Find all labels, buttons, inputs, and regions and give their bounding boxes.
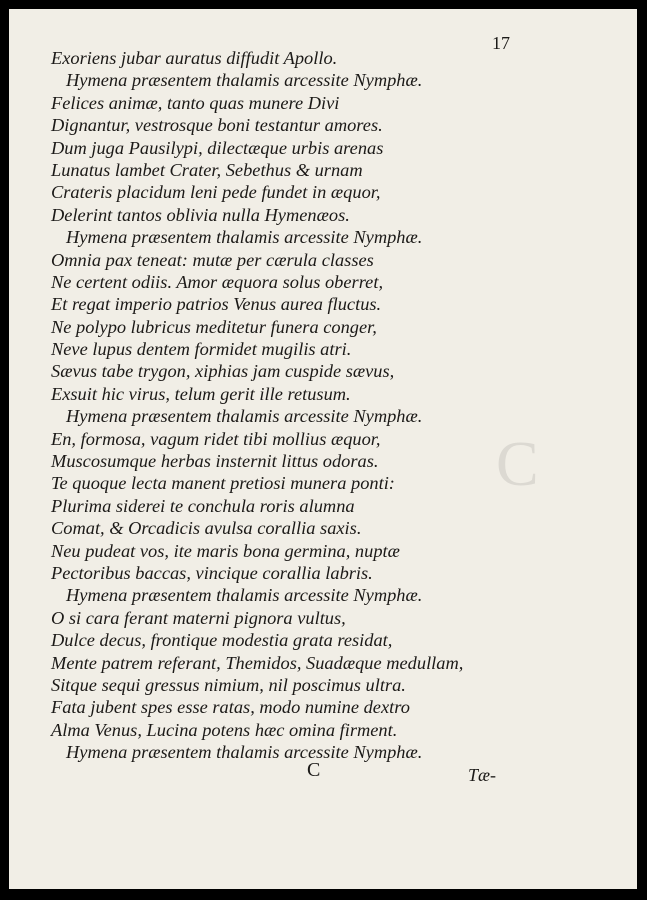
poem-line: Ne certent odiis. Amor æquora solus oberret, (51, 271, 384, 292)
refrain-line: Hymena præsentem thalamis arcessite Nymphæ. (66, 585, 423, 606)
poem-line: Sitque sequi gressus nimium, nil poscimus ultra. (51, 674, 406, 695)
refrain-line: Hymena præsentem thalamis arcessite Nymphæ. (66, 742, 423, 763)
poem-line: Plurima siderei te conchula roris alumna (51, 495, 355, 516)
poem-line: Muscosumque herbas insternit littus odoras. (51, 451, 379, 472)
poem-line: Te quoque lecta manent pretiosi munera ponti: (51, 473, 395, 494)
poem-line: Omnia pax teneat: mutæ per cærula classes (51, 249, 374, 270)
poem-line: Delerint tantos oblivia nulla Hymenæos. (51, 204, 350, 225)
refrain-line: Hymena præsentem thalamis arcessite Nymphæ. (66, 406, 423, 427)
catchword: Tæ- (468, 765, 497, 785)
poem-line: Lunatus lambet Crater, Sebethus & urnam (51, 159, 363, 180)
poem-line: Dum juga Pausilypi, dilectæque urbis arenas (51, 137, 384, 158)
page-number: 17 (492, 33, 510, 53)
poem-line: Sævus tabe trygon, xiphias jam cuspide sævus, (51, 361, 395, 382)
poem-line: Crateris placidum leni pede fundet in æquor, (51, 182, 381, 203)
refrain-line: Hymena præsentem thalamis arcessite Nymphæ. (66, 70, 423, 91)
poem-line: Neu pudeat vos, ite maris bona germina, nuptæ (51, 540, 400, 561)
poem-line: Fata jubent spes esse ratas, modo numine dextro (51, 697, 410, 718)
poem-line: Exsuit hic virus, telum gerit ille retusum. (51, 383, 351, 404)
signature-mark: C (307, 759, 321, 781)
poem-line: Dignantur, vestrosque boni testantur amores. (51, 115, 383, 136)
poem-line: Dulce decus, frontique modestia grata residat, (51, 630, 393, 651)
poem-line: Felices animæ, tanto quas munere Divi (51, 92, 340, 113)
poem-line: Alma Venus, Lucina potens hæc omina firment. (51, 719, 398, 740)
poem-line: O si cara ferant materni pignora vultus, (51, 607, 346, 628)
show-through-initial: C (496, 428, 539, 499)
poem-line: Mente patrem referant, Themidos, Suadæque medullam, (51, 652, 464, 673)
poem-text (51, 47, 531, 764)
poem-line: Exoriens jubar auratus diffudit Apollo. (51, 48, 338, 68)
poem-line: Comat, & Orcadicis avulsa corallia saxis. (51, 518, 362, 539)
poem-line: Pectoribus baccas, vincique corallia labris. (51, 562, 373, 583)
poem-line: Neve lupus dentem formidet mugilis atri. (51, 339, 352, 360)
poem-line: En, formosa, vagum ridet tibi mollius æquor, (51, 428, 381, 449)
book-page (9, 9, 637, 889)
poem-line: Et regat imperio patrios Venus aurea fluctus. (51, 294, 382, 315)
refrain-line: Hymena præsentem thalamis arcessite Nymphæ. (66, 227, 423, 248)
poem-line: Ne polypo lubricus meditetur funera conger, (51, 316, 377, 337)
